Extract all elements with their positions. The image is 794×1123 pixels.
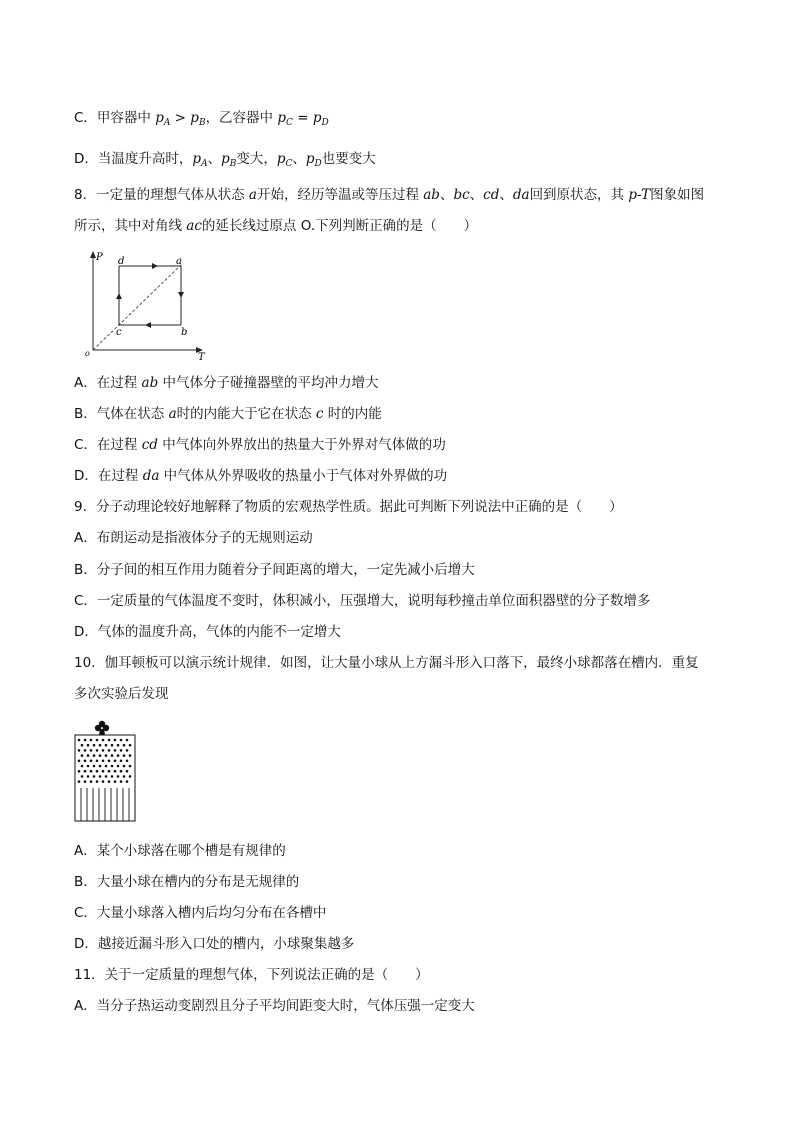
text: 回到原状态，其	[529, 187, 629, 203]
peg	[93, 754, 96, 757]
q8-option-c	[74, 436, 446, 454]
arrow-bc	[145, 322, 151, 328]
peg	[87, 775, 90, 778]
peg	[126, 760, 129, 763]
peg	[114, 770, 117, 773]
galton-board-diagram	[72, 715, 138, 823]
peg	[96, 770, 99, 773]
peg	[87, 754, 90, 757]
peg	[111, 744, 114, 747]
text: ，乙容器中	[205, 110, 278, 126]
peg	[90, 780, 93, 783]
peg	[114, 749, 117, 752]
var: p-T	[628, 187, 651, 203]
q7-option-d	[74, 150, 376, 173]
var: ac	[186, 218, 202, 234]
peg	[117, 765, 120, 768]
var-p: p	[155, 110, 164, 126]
text: C．在过程	[74, 437, 142, 453]
peg	[81, 765, 84, 768]
peg	[102, 760, 105, 763]
peg	[78, 749, 81, 752]
peg	[129, 775, 132, 778]
q9-option-b: B．分子间的相互作用力随着分子间距离的增大，一定先减小后增大	[74, 562, 475, 578]
peg	[129, 765, 132, 768]
text: 中气体分子碰撞器壁的平均冲力增大	[158, 375, 379, 391]
peg	[108, 749, 111, 752]
peg	[120, 739, 123, 742]
eq-sign: =	[292, 110, 313, 126]
arrow-ab	[178, 292, 184, 298]
text: 8．一定量的理想气体从状态	[74, 187, 249, 203]
q9-option-a: A．布朗运动是指液体分子的无规则运动	[74, 530, 313, 546]
peg	[84, 780, 87, 783]
var-p: p	[305, 151, 315, 167]
peg	[78, 760, 81, 763]
peg	[123, 754, 126, 757]
pt-diagram	[80, 250, 215, 365]
peg	[93, 765, 96, 768]
sub: C	[285, 159, 293, 169]
var-p: p	[312, 110, 322, 126]
peg	[81, 744, 84, 747]
sub: D	[321, 118, 329, 128]
peg-grid	[78, 739, 132, 783]
peg	[117, 744, 120, 747]
sub: B	[229, 159, 237, 169]
peg	[120, 749, 123, 752]
peg	[84, 749, 87, 752]
text: B．气体在状态	[74, 406, 169, 422]
q10-stem-line2: 多次实验后发现	[74, 686, 169, 702]
peg	[87, 744, 90, 747]
peg	[114, 760, 117, 763]
peg	[126, 739, 129, 742]
peg	[105, 744, 108, 747]
text: 、	[469, 187, 484, 203]
peg	[96, 749, 99, 752]
var: a	[248, 187, 257, 203]
text: 、	[439, 187, 454, 203]
peg	[99, 765, 102, 768]
peg	[114, 780, 117, 783]
diagonal-ac	[93, 263, 183, 350]
text: 中气体从外界吸收的热量小于气体对外界做的功	[159, 468, 448, 484]
peg	[117, 775, 120, 778]
peg	[123, 775, 126, 778]
gt-sign: >	[170, 110, 191, 126]
sub: B	[198, 118, 206, 128]
sub: C	[286, 118, 293, 128]
q8-stem-line2	[74, 217, 477, 235]
peg	[108, 739, 111, 742]
label-a: a	[176, 256, 182, 267]
peg	[129, 744, 132, 747]
text: C．甲容器中	[74, 110, 156, 126]
peg	[129, 754, 132, 757]
sub: A	[201, 159, 208, 169]
peg	[96, 780, 99, 783]
text: 的延长线过原点 O.下列判断正确的是（ ）	[201, 218, 478, 234]
var: da	[512, 187, 530, 203]
peg	[111, 775, 114, 778]
label-origin: o	[85, 349, 90, 358]
var: c	[315, 406, 324, 422]
var: a	[168, 406, 177, 422]
peg	[90, 770, 93, 773]
peg	[90, 739, 93, 742]
label-c: c	[116, 327, 122, 338]
q10-option-d: D．越接近漏斗形入口处的槽内，小球聚集越多	[74, 936, 355, 952]
var-p: p	[190, 110, 199, 126]
q10-option-b: B．大量小球在槽内的分布是无规律的	[74, 874, 300, 890]
peg	[126, 749, 129, 752]
var: cd	[141, 437, 158, 453]
text: 所示，其中对角线	[74, 218, 187, 234]
peg	[102, 739, 105, 742]
peg	[84, 770, 87, 773]
text: 开始，经历等温或等压过程	[256, 187, 424, 203]
peg	[87, 765, 90, 768]
peg	[90, 760, 93, 763]
q11-option-a: A．当分子热运动变剧烈且分子平均间距变大时，气体压强一定变大	[74, 998, 475, 1014]
peg	[105, 765, 108, 768]
peg	[99, 754, 102, 757]
peg	[105, 775, 108, 778]
peg	[120, 780, 123, 783]
label-t-axis: T	[198, 352, 205, 363]
text: 中气体向外界放出的热量大于外界对气体做的功	[157, 437, 446, 453]
peg	[93, 744, 96, 747]
var-p: p	[192, 151, 202, 167]
peg	[81, 775, 84, 778]
peg	[108, 760, 111, 763]
text: 也要变大	[321, 151, 376, 167]
text: 变大，	[236, 151, 277, 167]
text: D．当温度升高时，	[74, 151, 193, 167]
peg	[120, 760, 123, 763]
peg	[84, 739, 87, 742]
var: bc	[453, 187, 470, 203]
peg	[108, 780, 111, 783]
text: 时的内能	[323, 406, 382, 422]
peg	[108, 770, 111, 773]
text: D．在过程	[74, 468, 143, 484]
arrow-da	[152, 263, 158, 269]
q10-option-c: C．大量小球落入槽内后均匀分布在各槽中	[74, 905, 327, 921]
q7-option-c	[74, 109, 329, 132]
peg	[105, 754, 108, 757]
peg	[102, 770, 105, 773]
peg	[120, 770, 123, 773]
label-b: b	[181, 327, 188, 338]
label-p-axis: P	[96, 252, 103, 263]
q8-option-a	[74, 374, 379, 392]
var: cd	[483, 187, 500, 203]
sub: D	[314, 159, 322, 169]
peg	[111, 754, 114, 757]
q9-option-d: D．气体的温度升高，气体的内能不一定增大	[74, 624, 341, 640]
peg	[99, 744, 102, 747]
text: 、	[207, 151, 222, 167]
q8-option-b	[74, 405, 382, 423]
q11-stem: 11．关于一定质量的理想气体，下列说法正确的是（ ）	[74, 967, 429, 983]
var-p: p	[277, 110, 287, 126]
peg	[99, 775, 102, 778]
peg	[93, 775, 96, 778]
var: da	[142, 468, 160, 484]
peg	[123, 765, 126, 768]
peg	[126, 770, 129, 773]
q9-stem: 9．分子动理论较好地解释了物质的宏观热学性质。据此可判断下列说法中正确的是（ ）	[74, 499, 623, 515]
peg	[114, 739, 117, 742]
slot-dividers	[81, 788, 129, 821]
text: 、	[292, 151, 306, 167]
sub: A	[163, 118, 171, 128]
peg	[111, 765, 114, 768]
var-p: p	[276, 151, 286, 167]
peg	[123, 744, 126, 747]
text: A．在过程	[74, 375, 142, 391]
arrow-cd	[116, 293, 122, 299]
peg	[90, 749, 93, 752]
text: 图象如图	[650, 187, 705, 203]
peg	[126, 780, 129, 783]
q10-option-a: A．某个小球落在哪个槽是有规律的	[74, 843, 286, 859]
peg	[102, 749, 105, 752]
funnel-icon	[95, 721, 109, 735]
peg	[102, 780, 105, 783]
peg	[78, 770, 81, 773]
label-d: d	[118, 256, 125, 267]
peg	[78, 739, 81, 742]
var: ab	[423, 187, 440, 203]
peg	[78, 780, 81, 783]
q8-option-d	[74, 467, 447, 485]
peg	[84, 760, 87, 763]
peg	[96, 739, 99, 742]
text: 时的内能大于它在状态	[176, 406, 316, 422]
q9-option-c: C．一定质量的气体温度不变时，体积减小，压强增大，说明每秒撞击单位面积器壁的分子数增多	[74, 593, 651, 609]
q8-stem-line1	[74, 186, 704, 204]
var-p: p	[221, 151, 230, 167]
var: ab	[141, 375, 159, 391]
peg	[81, 754, 84, 757]
peg	[96, 760, 99, 763]
peg	[117, 754, 120, 757]
q10-stem-line1: 10．伽耳顿板可以演示统计规律．如图，让大量小球从上方漏斗形入口落下，最终小球都落在槽内．重复	[74, 655, 699, 671]
text: 、	[499, 187, 513, 203]
